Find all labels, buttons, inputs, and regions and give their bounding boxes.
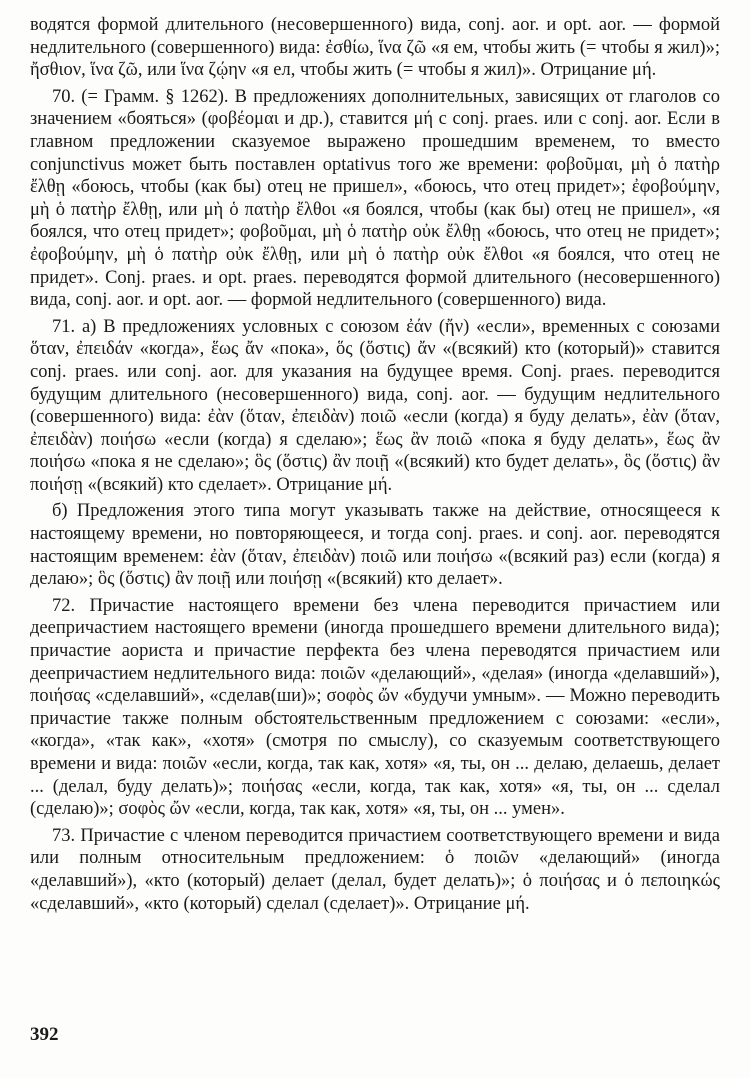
paragraph-continuation: водятся формой длительного (несовершенного) вида, conj. aor. и opt. aor. — формой недлительного (совершенного) вида: ἐσθίω, ἵνα ζῶ «я ем, чтобы жить (= чтобы я жил)»; ἤσθιον, ἵνα ζῶ, или ἵνα ζῴην «я ел, чтобы жить (= чтобы я жил)». Отрицание μή. <box>30 15 720 81</box>
paragraph-70: 70. (= Грамм. § 1262). В предложениях дополнительных, зависящих от глаголов со значением «бояться» (φοβέομαι и др.), ставится μή с conj. praes. или с conj. aor. Если в главном предложении сказуемое выражено прошедшим временем, то вместо conjunctivus может быть поставлен optativus того же времени: φοβοῦμαι, μὴ ὁ πατὴρ ἔλθῃ «боюсь, чтобы (как бы) отец не пришел», «боюсь, что отец придет»; ἐφοβούμην, μὴ ὁ πατὴρ ἔλθῃ, или μὴ ὁ πατὴρ ἔλθοι «я боялся, чтобы (как бы) отец не пришел», «я боялся, что отец придет»; φοβοῦμαι, μὴ ὁ πατὴρ οὐκ ἔλθῃ «боюсь, что отец не придет»; ἐφοβούμην, μὴ ὁ πατὴρ οὐκ ἔλθῃ, или μὴ ὁ πατὴρ οὐκ ἔλθοι «я боялся, что отец не придет». Conj. praes. и opt. praes. переводятся формой длительного (несовершенного) вида, conj. aor. и opt. aor. — формой недлительного (совершенного) вида. <box>30 86 720 311</box>
page-number: 392 <box>30 1024 59 1045</box>
body-text <box>30 14 720 919</box>
paragraph-72: 72. Причастие настоящего времени без члена переводится причастием или деепричастием настоящего времени (иногда прошедшего времени длительного вида); причастие аориста и причастие перфекта без члена переводятся причастием или деепричастием недлительного вида: ποιῶν «делающий», «делая» (иногда «делавший»), ποιήσας «сделавший», «сделав(ши)»; σοφὸς ὤν «будучи умным». — Можно переводить причастие также полным обстоятельственным предложением с союзами: «если», «когда», «так как», «хотя» (смотря по смыслу), со сказуемым соответствующего времени и вида: ποιῶν «если, когда, так как, хотя» «я, ты, он ... делаю, делаешь, делает ... (делал, буду делать)»; ποιήσας «если, когда, так как, хотя» «я, ты, он ... сделал (сделаю)»; σοφὸς ὤν «если, когда, так как, хотя» «я, ты, он ... умен». <box>30 595 720 820</box>
paragraph-71b: б) Предложения этого типа могут указывать также на действие, относящееся к настоящему времени, но повторяющееся, и тогда conj. praes. и conj. aor. переводятся настоящим временем: ἐὰν (ὅταν, ἐπειδὰν) ποιῶ или ποιήσω «(всякий раз) если (когда) я делаю»; ὃς (ὅστις) ἂν ποιῇ или ποιήσῃ «(всякий) кто делает». <box>30 501 720 590</box>
paragraph-73: 73. Причастие с членом переводится причастием соответствующего времени и вида или полным относительным предложением: ὁ ποιῶν «делающий» (иногда «делавший»), «кто (который) делает (делал, будет делать)»; ὁ ποιήσας и ὁ πεποιηκώς «сделавший», «кто (который) сделал (сделает)». Отрицание μή. <box>30 825 720 914</box>
paragraph-71a: 71. а) В предложениях условных с союзом ἐάν (ἤν) «если», временных с союзами ὅταν, ἐπειδάν «когда», ἕως ἄν «пока», ὅς (ὅστις) ἄν «(всякий) кто (который)» ставится conj. praes. или conj. aor. для указания на будущее время. Conj. praes. переводится будущим длительного (несовершенного) вида, conj. aor. — будущим недлительного (совершенного) вида: ἐὰν (ὅταν, ἐπειδὰν) ποιῶ «если (когда) я буду делать», ἐὰν (ὅταν, ἐπειδὰν) ποιήσω «если (когда) я сделаю»; ἕως ἂν ποιῶ «пока я буду делать», ἕως ἂν ποιήσω «пока я не сделаю»; ὃς (ὅστις) ἂν ποιῇ «(всякий) кто будет делать», ὃς (ὅστις) ἂν ποιήσῃ «(всякий) кто сделает». Отрицание μή. <box>30 316 720 495</box>
